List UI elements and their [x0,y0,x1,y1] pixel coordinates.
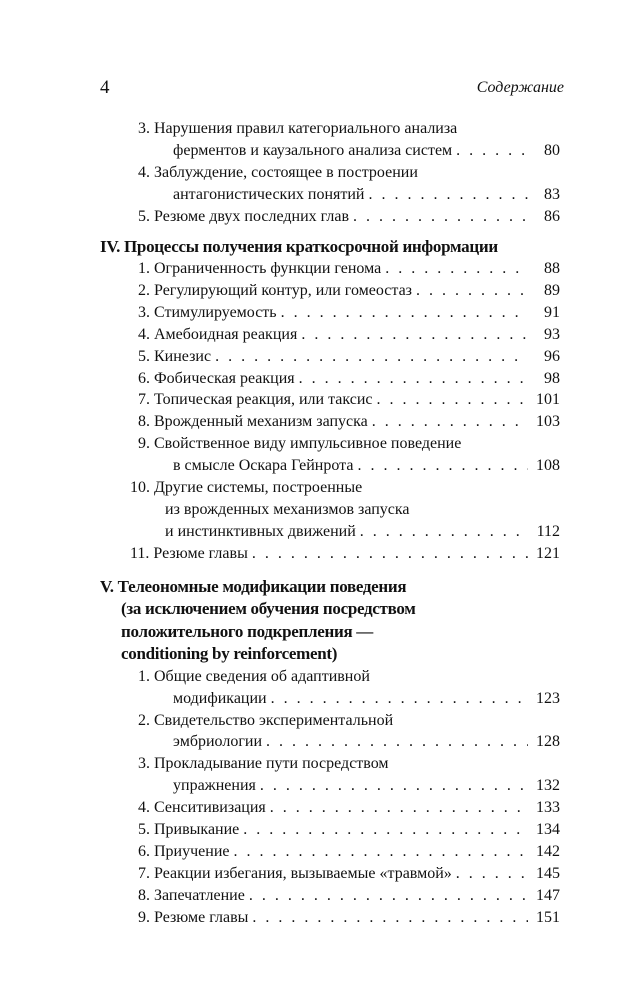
toc-page-number: 134 [536,821,560,839]
dot-leader [266,731,528,753]
toc-entry-title: Амебоидная реакция [154,325,298,343]
toc-page-number: 88 [544,260,560,278]
toc-entry-title: Регулирующий контур, или гомеостаз [154,281,412,299]
toc-page-number: 145 [536,864,560,882]
dot-leader [252,543,528,565]
toc-entry-number: 3. [138,303,150,321]
running-title: Содержание [476,79,564,96]
toc-page-number: 91 [544,303,560,321]
toc-entry-line-text [138,797,266,819]
toc-entry-text [138,368,560,390]
toc-entry-text [138,118,560,162]
toc-entry [100,162,560,206]
toc-entry-text [138,162,560,206]
toc-entry-text [138,302,560,324]
toc-entry [100,710,560,754]
toc-entry-line [138,455,560,477]
toc-entry [100,863,560,885]
toc-entry-title: Кинезис [154,347,212,365]
toc-entry-title: упражнения [173,777,256,795]
toc-entry-title: Ограниченность функции генома [154,260,382,278]
toc-entry-title: и инстинктивных движений [165,522,356,540]
dot-leader [281,302,528,324]
dot-leader [249,885,528,907]
toc-entry-line [138,346,560,368]
toc-entry-line-text [138,120,457,137]
toc-entry-title: эмбриологии [173,733,263,751]
dot-leader [353,206,528,228]
toc-entry-line [130,499,560,521]
toc-entry-line [130,521,560,543]
toc-entry-line-text [138,755,389,772]
toc-page-number: 147 [536,886,560,904]
toc-entry-line [138,280,560,302]
toc-entry-number: 10. [130,479,150,497]
toc-page-number: 142 [536,842,560,860]
toc-entry-line [138,688,560,710]
toc-page-number: 108 [536,457,560,475]
dot-leader [270,797,528,819]
toc-entry-line-text [138,280,412,302]
toc-entry-line [138,863,560,885]
toc-entry [100,411,560,433]
toc-entry-line-text [138,841,230,863]
toc-entry-line [138,775,560,797]
toc-page-number: 98 [544,369,560,387]
toc-entry-line [138,140,560,162]
toc-entry-text [130,477,560,543]
toc-entry [100,841,560,863]
toc-entry-line-text [138,435,461,452]
toc-entry-text [138,206,560,228]
toc-entry [100,797,560,819]
toc-entry-line [138,797,560,819]
dot-leader [368,184,528,206]
toc-entry-line [130,543,560,565]
toc-entry-title: Прокладывание пути посредством [154,755,389,773]
toc-entry-text [138,324,560,346]
toc-entry-line-text [138,206,349,228]
toc-entry [100,302,560,324]
toc-entry-line [138,710,560,732]
toc-entry-title: Фобическая реакция [154,369,295,387]
toc-entry-line-text [138,389,373,411]
toc-entry-line-text [173,775,256,797]
toc-entry [100,907,560,929]
toc-entry-line [138,666,560,688]
chapter-title-line: (за исключением обучения посредством [121,599,416,619]
toc-entry-line [138,841,560,863]
dot-leader [243,819,528,841]
toc-entry-text [138,346,560,368]
dot-leader [234,841,529,863]
toc-entry-title: в смысле Оскара Гейнрота [173,457,354,475]
toc-entry-title: Топическая реакция, или таксис [154,391,373,409]
toc-entry-line [130,477,560,499]
chapter-title [100,576,560,666]
toc-entry [100,368,560,390]
toc-entry-text [138,258,560,280]
toc-entry-line [138,162,560,184]
toc-entry-line-text [138,907,248,929]
toc-entry-title: из врожденных механизмов запуска [165,501,410,518]
dot-leader [360,521,528,543]
toc-entry [100,280,560,302]
dot-leader [377,389,528,411]
toc-entry-title: Врожденный механизм запуска [154,413,368,431]
toc-page-number: 96 [544,347,560,365]
toc-entry-line-text [173,731,262,753]
toc-entry [100,433,560,477]
toc-entry [100,389,560,411]
toc-entry [100,819,560,841]
toc-entry-line [138,368,560,390]
dot-leader [456,140,528,162]
toc-entry-line-text [138,324,297,346]
toc-entry-title: Резюме главы [154,908,249,926]
toc-entry-line [138,206,560,228]
toc-page-number: 80 [544,141,560,159]
table-of-contents [100,118,560,929]
toc-entry [100,324,560,346]
toc-page-number: 123 [536,689,560,707]
toc-entry-title: Общие сведения об адаптивной [154,667,370,685]
toc-entry-line-text [173,184,364,206]
toc-entry-line [138,819,560,841]
toc-page-number: 83 [544,185,560,203]
toc-entry-line [138,433,560,455]
toc-entry-number: 6. [138,842,150,860]
toc-entry-line-text [173,455,353,477]
toc-entry-line [138,324,560,346]
toc-entry-line [138,411,560,433]
toc-entry-line-text [138,368,295,390]
toc-entry-number: 4. [138,799,150,817]
toc-page-number: 112 [536,522,560,540]
toc-entry-title: Реакции избегания, вызываемые «травмой» [154,864,452,882]
toc-entry-line-text [138,712,393,729]
toc-entry-line-text [138,863,452,885]
toc-entry-title: Резюме двух последних глав [154,207,350,225]
dot-leader [260,775,528,797]
toc-entry-line [138,258,560,280]
toc-entry-text [138,411,560,433]
page-number: 4 [100,77,110,98]
toc-entry-title: Другие системы, построенные [154,479,363,497]
toc-entry-line [138,389,560,411]
toc-entry [100,885,560,907]
dot-leader [271,688,528,710]
toc-entry [100,258,560,280]
dot-leader [456,863,528,885]
toc-page-number: 93 [544,325,560,343]
toc-entry-text [138,819,560,841]
toc-entry-number: 2. [138,281,150,299]
toc-entry-number: 5. [138,207,150,225]
dot-leader [385,258,528,280]
toc-entry-title: Стимулируемость [154,303,277,321]
toc-page-number: 121 [536,544,560,562]
chapter-title-line: conditioning by reinforcement) [121,644,338,664]
toc-entry-title: Привыкание [154,821,240,839]
toc-entry [100,206,560,228]
toc-entry-line-text [130,543,248,565]
toc-entry-number: 3. [138,120,150,137]
chapter-title-line: V. Телеономные модификации поведения [100,576,407,596]
toc-entry-text [138,907,560,929]
toc-entry-title: Приучение [154,842,230,860]
toc-page-number: 132 [536,777,560,795]
toc-entry-title: Резюме главы [153,544,248,562]
toc-entry-title: Заблуждение, состоящее в построении [154,163,418,181]
toc-entry-number: 5. [138,347,150,365]
toc-entry-number: 5. [138,821,150,839]
toc-entry-title: Запечатление [154,886,245,904]
toc-entry-number: 1. [138,260,150,278]
chapter-title [100,236,560,259]
toc-page-number: 133 [536,799,560,817]
toc-entry-line-text [138,164,418,181]
dot-leader [372,411,528,433]
toc-entry-number: 7. [138,391,150,409]
toc-entry-number: 8. [138,886,150,904]
toc-entry-line-text [173,140,452,162]
toc-entry-text [138,753,560,797]
dot-leader [301,324,528,346]
toc-entry-number: 6. [138,369,150,387]
dot-leader [357,455,528,477]
toc-entry-number: 11. [130,544,150,562]
toc-entry [100,753,560,797]
toc-entry-line-text [130,479,362,496]
toc-entry-text [138,710,560,754]
toc-entry-line-text [138,258,381,280]
toc-entry-line [138,753,560,775]
toc-entry-number: 4. [138,163,150,181]
toc-entry-number: 2. [138,711,150,729]
toc-entry-text [138,863,560,885]
dot-leader [416,280,528,302]
toc-entry-line-text [138,668,370,685]
toc-entry-line [138,118,560,140]
toc-page-number: 103 [536,413,560,431]
toc-entry-text [138,797,560,819]
toc-entry-text [138,666,560,710]
toc-entry-text [138,841,560,863]
dot-leader [215,346,528,368]
toc-entry-line-text [138,885,245,907]
dot-leader [252,907,528,929]
toc-entry-line [138,731,560,753]
toc-entry-title: модификации [173,689,267,707]
toc-entry-line-text [165,501,410,518]
toc-entry-title: антагонистических понятий [173,185,365,203]
toc-page-number: 128 [536,733,560,751]
toc-entry-number: 7. [138,864,150,882]
chapter-title-line: положительного подкрепления — [121,621,373,641]
toc-entry-line-text [165,521,356,543]
toc-entry-text [138,433,560,477]
toc-entry-title: Сенситивизация [154,799,266,817]
toc-continued-items [100,118,560,228]
toc-entry [100,543,560,565]
toc-page-number: 101 [536,391,560,409]
toc-entry [100,477,560,543]
toc-entry-title: Свидетельство экспериментальной [154,711,394,729]
toc-entry-line-text [138,346,211,368]
toc-entry-number: 4. [138,325,150,343]
toc-page-number: 89 [544,281,560,299]
toc-entry-line-text [138,411,368,433]
toc-entry-line [138,885,560,907]
toc-chapter-5 [100,576,560,929]
toc-entry-text [130,543,560,565]
toc-entry-text [138,389,560,411]
toc-entry-number: 9. [138,435,150,453]
toc-entry-title: ферментов и каузального анализа систем [173,141,453,159]
toc-entry-line [138,302,560,324]
toc-entry-number: 1. [138,667,150,685]
toc-entry-title: Свойственное виду импульсивное поведение [154,435,462,453]
toc-entry-line [138,184,560,206]
toc-entry-line-text [173,688,267,710]
toc-entry [100,346,560,368]
toc-entry-title: Нарушения правил категориального анализа [154,120,458,137]
toc-entry [100,118,560,162]
toc-entry-line [138,907,560,929]
toc-entry-text [138,280,560,302]
toc-entry-text [138,885,560,907]
toc-entry [100,666,560,710]
toc-page-number: 151 [536,908,560,926]
chapter-title-line: IV. Процессы получения краткосрочной информации [100,236,498,256]
toc-entry-number: 8. [138,413,150,431]
toc-entry-number: 3. [138,755,150,773]
toc-entry-line-text [138,819,239,841]
toc-entry-number: 9. [138,908,150,926]
toc-chapter-4 [100,236,560,565]
toc-entry-line-text [138,302,277,324]
dot-leader [299,368,528,390]
toc-page-number: 86 [544,207,560,225]
